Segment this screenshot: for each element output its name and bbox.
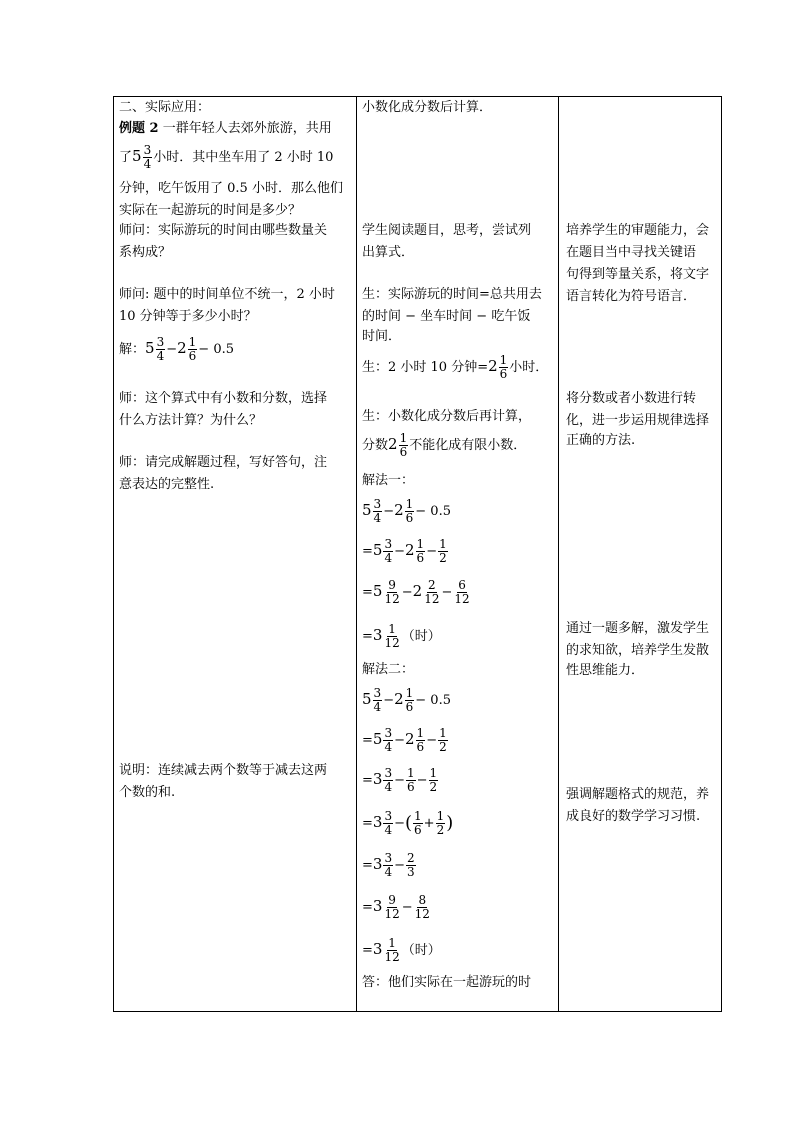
question-3-line-1: 师：这个算式中有小数和分数，选择 xyxy=(119,391,328,406)
fraction-numerator: 1 xyxy=(416,726,425,740)
fraction-denominator: 12 xyxy=(384,907,400,921)
question-2-line-2: 10 分钟等于多少小时？ xyxy=(119,309,257,324)
fraction xyxy=(399,432,409,459)
example-line-3: 分钟，吃午饭用了 0.5 小时．那么他们 xyxy=(119,181,343,196)
fraction-numerator: 1 xyxy=(436,809,445,823)
fraction xyxy=(383,894,400,921)
math-token: 2 xyxy=(388,435,398,453)
intent-1-line-2: 在题目当中寻找关键语 xyxy=(566,245,697,260)
intent-2-line-1: 将分数或者小数进行转 xyxy=(566,391,697,406)
intent-1-line-3: 句得到等量关系，将文字 xyxy=(566,267,710,282)
question-2-line-1: 师问: 题中的时间单位不统一，2 小时 xyxy=(119,287,335,302)
teacher-column xyxy=(114,97,356,1011)
fraction xyxy=(416,727,426,754)
top-text: 小数化成分数后计算． xyxy=(362,100,493,115)
math-token: 2 xyxy=(488,357,498,375)
fraction-denominator: 4 xyxy=(156,349,165,363)
math-token: = xyxy=(362,629,373,644)
math-token: 小时．其中坐车用了 2 小时 10 xyxy=(153,150,334,165)
math-token: 解： xyxy=(119,342,146,357)
answer-line: 答：他们实际在一起游玩的时 xyxy=(362,975,532,990)
fraction xyxy=(143,144,153,171)
math-token: − xyxy=(426,733,438,748)
question-1-line-2: 系构成？ xyxy=(119,245,172,260)
fraction xyxy=(373,687,383,714)
math-token: ( xyxy=(405,812,413,834)
fraction xyxy=(383,852,393,879)
math-token: （时） xyxy=(401,943,441,958)
fraction-numerator: 3 xyxy=(384,537,393,551)
fraction xyxy=(383,810,393,837)
math-token: − xyxy=(401,900,413,915)
math-token: ) xyxy=(446,812,454,834)
fraction-denominator: 12 xyxy=(424,592,440,606)
math-token: + xyxy=(423,816,435,831)
fraction-numerator: 3 xyxy=(143,143,152,157)
solution-expression xyxy=(119,335,234,363)
math-token: 小时． xyxy=(509,360,549,375)
example-line-2 xyxy=(119,143,333,171)
math-token: 2 xyxy=(405,730,415,748)
fraction-numerator: 1 xyxy=(416,537,425,551)
math-token: − xyxy=(401,585,413,600)
student-column xyxy=(357,97,558,1011)
fraction-denominator: 6 xyxy=(188,349,197,363)
question-4-line-2: 意表达的完整性. xyxy=(119,477,215,492)
fraction xyxy=(406,852,416,879)
fraction xyxy=(413,810,423,837)
math-token: − xyxy=(394,773,405,788)
method-1-step-3 xyxy=(362,578,472,606)
fraction xyxy=(373,498,383,525)
fraction-denominator: 4 xyxy=(384,740,393,754)
math-token: − xyxy=(394,544,405,559)
math-token: 3 xyxy=(372,626,383,644)
fraction-denominator: 12 xyxy=(384,636,400,650)
method-2-step-6 xyxy=(362,893,432,921)
method-2-step-4 xyxy=(362,809,453,837)
fraction xyxy=(423,579,440,606)
math-token: 一群年轻人去郊外旅游，共用 xyxy=(162,121,332,136)
math-token: 2 xyxy=(394,690,404,708)
student-2-line-1: 生：实际游玩的时间=总共用去 xyxy=(362,287,542,302)
fraction-numerator: 3 xyxy=(384,851,393,865)
fraction xyxy=(499,354,509,381)
fraction-denominator: 2 xyxy=(436,823,445,837)
question-4-line-1: 师：请完成解题过程，写好答句，注 xyxy=(119,455,328,470)
fraction xyxy=(383,727,393,754)
method-1-result xyxy=(362,622,441,650)
fraction-denominator: 6 xyxy=(416,740,425,754)
fraction-denominator: 6 xyxy=(405,700,414,714)
fraction xyxy=(383,579,400,606)
fraction-denominator: 4 xyxy=(384,865,393,879)
math-token: − xyxy=(426,544,438,559)
fraction xyxy=(383,538,393,565)
fraction-numerator: 1 xyxy=(405,497,414,511)
math-token: − 0.5 xyxy=(415,504,451,519)
fraction xyxy=(438,538,448,565)
math-token: = xyxy=(362,858,373,873)
math-token: 5 xyxy=(362,690,372,708)
student-3-line xyxy=(362,353,548,381)
math-token: 3 xyxy=(372,813,383,831)
fraction-numerator: 9 xyxy=(388,893,396,907)
fraction xyxy=(406,767,416,794)
student-4-line-2 xyxy=(362,431,526,459)
math-token: 生：2 小时 10 分钟= xyxy=(362,360,489,375)
fraction-numerator: 9 xyxy=(388,578,396,592)
math-token: − xyxy=(394,816,405,831)
method-2-step-1 xyxy=(362,686,451,714)
math-token: − xyxy=(441,585,453,600)
fraction-numerator: 6 xyxy=(458,578,466,592)
math-token: 3 xyxy=(372,770,383,788)
method-2-step-3 xyxy=(362,766,439,794)
math-token: 2 xyxy=(405,541,415,559)
math-token: = xyxy=(362,733,373,748)
example-line-1 xyxy=(119,121,332,137)
intent-3-line-2: 的求知欲，培养学生发散 xyxy=(566,643,710,658)
fraction-numerator: 3 xyxy=(384,726,393,740)
student-1-line-2: 出算式． xyxy=(362,245,415,260)
math-token: 不能化成有限小数． xyxy=(409,438,527,453)
fraction-denominator: 4 xyxy=(373,700,382,714)
math-token: 2 xyxy=(412,582,423,600)
fraction-denominator: 4 xyxy=(143,157,152,171)
method-2-step-5 xyxy=(362,851,417,879)
fraction-numerator: 1 xyxy=(405,686,414,700)
fraction-numerator: 1 xyxy=(407,766,415,780)
fraction xyxy=(453,579,470,606)
fraction-denominator: 12 xyxy=(414,907,430,921)
math-token: − xyxy=(394,733,405,748)
math-token: 3 xyxy=(372,855,383,873)
fraction-denominator: 6 xyxy=(414,823,422,837)
method-2-label: 解法二： xyxy=(362,662,415,677)
method-1-step-1 xyxy=(362,497,451,525)
fraction-denominator: 6 xyxy=(407,780,415,794)
note-line-1: 说明：连续减去两个数等于减去这两 xyxy=(119,763,328,778)
student-1-line-1: 学生阅读题目，思考，尝试列 xyxy=(362,223,532,238)
fraction-denominator: 4 xyxy=(384,823,393,837)
fraction-numerator: 3 xyxy=(156,335,165,349)
note-line-2: 个数的和. xyxy=(119,785,176,800)
math-token: 5 xyxy=(372,541,383,559)
fraction-numerator: 2 xyxy=(407,851,415,865)
intent-2-line-3: 正确的方法. xyxy=(566,433,636,448)
fraction xyxy=(429,767,439,794)
math-token: 5 xyxy=(132,147,142,165)
student-4-line-1: 生：小数化成分数后再计算， xyxy=(362,409,532,424)
lesson-table xyxy=(113,96,722,1012)
intent-1-line-4: 语言转化为符号语言． xyxy=(566,289,697,304)
intent-4-line-1: 强调解题格式的规范，养 xyxy=(566,787,710,802)
fraction-numerator: 3 xyxy=(373,686,382,700)
math-token: = xyxy=(362,544,373,559)
math-token: （时） xyxy=(401,629,441,644)
fraction xyxy=(438,727,448,754)
student-2-line-3: 时间． xyxy=(362,329,402,344)
question-3-line-2: 什么方法计算？为什么？ xyxy=(119,413,263,428)
fraction-denominator: 2 xyxy=(439,740,447,754)
fraction-denominator: 6 xyxy=(416,551,425,565)
math-token: − xyxy=(416,773,428,788)
fraction-numerator: 8 xyxy=(418,893,427,907)
intent-4-line-2: 成良好的数学学习习惯. xyxy=(566,809,701,824)
math-token: − xyxy=(383,504,395,519)
fraction xyxy=(156,336,166,363)
math-token: = xyxy=(362,943,373,958)
fraction-denominator: 2 xyxy=(429,780,438,794)
fraction-numerator: 3 xyxy=(373,497,382,511)
math-token: − xyxy=(383,693,395,708)
fraction xyxy=(436,810,446,837)
math-token: 5 xyxy=(145,339,155,357)
example-label: 例题 2 xyxy=(119,121,159,136)
math-token: 2 xyxy=(177,339,187,357)
fraction xyxy=(405,498,415,525)
fraction xyxy=(188,336,198,363)
fraction-denominator: 12 xyxy=(454,592,470,606)
fraction-numerator: 1 xyxy=(439,726,447,740)
fraction xyxy=(383,767,393,794)
math-token: 5 xyxy=(372,730,383,748)
fraction-numerator: 1 xyxy=(388,936,396,950)
fraction xyxy=(383,937,400,964)
math-token: − xyxy=(394,858,405,873)
question-1-line-1: 师问：实际游玩的时间由哪些数量关 xyxy=(119,223,328,238)
intent-1-line-1: 培养学生的审题能力，会 xyxy=(566,223,710,238)
fraction-denominator: 12 xyxy=(384,950,400,964)
math-token: − 0.5 xyxy=(415,693,451,708)
fraction-denominator: 4 xyxy=(373,511,382,525)
fraction-numerator: 2 xyxy=(428,578,436,592)
fraction xyxy=(383,623,400,650)
fraction-numerator: 1 xyxy=(429,766,438,780)
section-title: 二、实际应用： xyxy=(119,100,211,115)
fraction-numerator: 3 xyxy=(384,766,393,780)
example-line-4: 实际在一起游玩的时间是多少？ xyxy=(119,203,302,218)
intent-column xyxy=(559,97,723,1011)
fraction-denominator: 4 xyxy=(384,780,393,794)
math-token: 3 xyxy=(372,940,383,958)
fraction-denominator: 6 xyxy=(405,511,414,525)
math-token: = xyxy=(362,585,373,600)
method-2-result xyxy=(362,936,441,964)
student-2-line-2: 的时间 − 坐车时间 − 吃午饭 xyxy=(362,309,531,324)
fraction xyxy=(414,894,431,921)
intent-2-line-2: 化，进一步运用规律选择 xyxy=(566,413,710,428)
math-token: = xyxy=(362,773,373,788)
math-token: 5 xyxy=(372,582,383,600)
fraction xyxy=(416,538,426,565)
fraction-numerator: 3 xyxy=(384,809,393,823)
math-token: 2 xyxy=(394,501,404,519)
fraction-numerator: 1 xyxy=(188,335,197,349)
math-token: 了 xyxy=(119,150,133,165)
intent-3-line-3: 性思维能力． xyxy=(566,663,645,678)
fraction-denominator: 12 xyxy=(384,592,400,606)
math-token: 5 xyxy=(362,501,372,519)
fraction-denominator: 2 xyxy=(439,551,447,565)
math-token: 分数 xyxy=(362,438,389,453)
method-1-step-2 xyxy=(362,537,449,565)
fraction-numerator: 1 xyxy=(499,353,508,367)
math-token: − 0.5 xyxy=(198,342,234,357)
method-2-step-2 xyxy=(362,726,449,754)
method-1-label: 解法一： xyxy=(362,473,415,488)
fraction-denominator: 3 xyxy=(407,865,415,879)
intent-3-line-1: 通过一题多解，激发学生 xyxy=(566,621,710,636)
fraction xyxy=(405,687,415,714)
fraction-denominator: 4 xyxy=(384,551,393,565)
fraction-numerator: 1 xyxy=(388,622,396,636)
fraction-denominator: 6 xyxy=(399,445,408,459)
fraction-denominator: 6 xyxy=(499,367,508,381)
fraction-numerator: 1 xyxy=(439,537,447,551)
math-token: = xyxy=(362,900,373,915)
math-token: = xyxy=(362,816,373,831)
fraction-numerator: 1 xyxy=(414,809,422,823)
math-token: − xyxy=(166,342,178,357)
math-token: 3 xyxy=(372,897,383,915)
fraction-numerator: 1 xyxy=(399,431,408,445)
